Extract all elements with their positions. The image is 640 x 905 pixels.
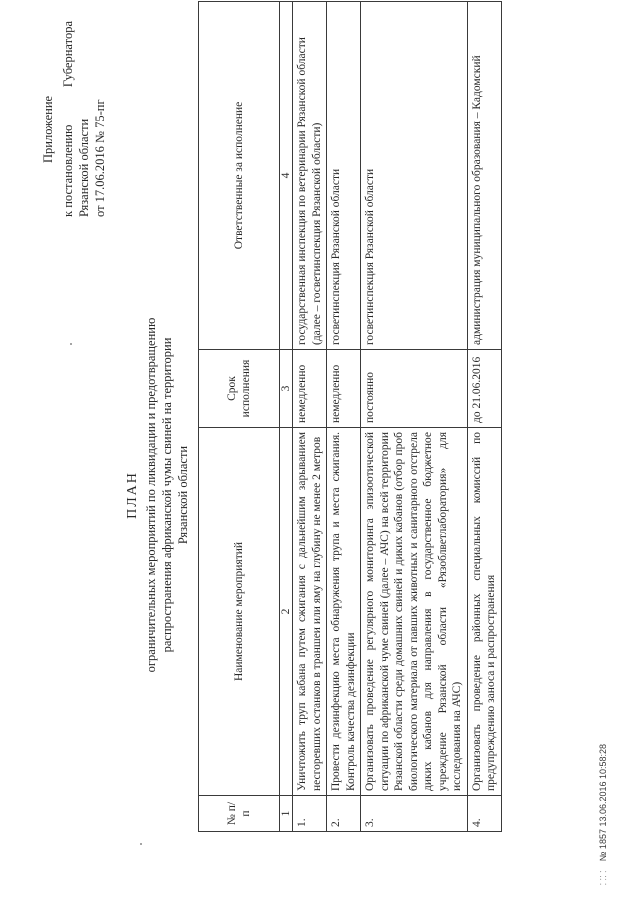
appendix-line-1-right: Губернатора bbox=[61, 21, 75, 88]
plan-subtitle-line-3: Рязанской области bbox=[176, 445, 190, 545]
stamp-mark-icon: ⸬⸬ bbox=[599, 869, 608, 885]
row-measure: Уничтожить труп кабана путем сжигания с дальнейшим зарыванием несгоревших останков в траншеи или яму на глубину не менее 2 метров bbox=[293, 428, 327, 796]
appendix-block bbox=[40, 21, 108, 217]
row-num: 2. bbox=[327, 796, 361, 832]
row-num: 4. bbox=[467, 796, 501, 832]
row-num: 1. bbox=[293, 796, 327, 832]
row-num: 3. bbox=[361, 796, 468, 832]
table-row bbox=[467, 2, 501, 832]
row-term: до 21.06.2016 bbox=[467, 350, 501, 428]
row-measure: Организовать проведение районных специальных комиссий по предупреждению заноса и распространения bbox=[467, 428, 501, 796]
table-row bbox=[361, 2, 468, 832]
registration-stamp bbox=[598, 744, 609, 885]
column-number: 1 bbox=[280, 796, 293, 832]
measures-table bbox=[198, 1, 502, 832]
row-term: немедленно bbox=[293, 350, 327, 428]
plan-title-block bbox=[125, 235, 191, 755]
row-responsible: государственная инспекция по ветеринарии Рязанской области (далее – госветинспекция Рязанской области) bbox=[293, 2, 327, 350]
row-measure: Провести дезинфекцию места обнаружения трупа и места сжигания. Контроль качества дезинфекции bbox=[327, 428, 361, 796]
row-measure: Организовать проведение регулярного мониторинга эпизоотической ситуации по африканской чуме свиней (далее – АЧС) на всей территории Рязанской области среди домашних свиней и диких кабанов (отбор проб биологического материала от павших животных и санитарного отстрела диких кабанов для направления в государственное бюджетное учреждение Рязанской области «Рязоблветлаборатория» для исследования на АЧС) bbox=[361, 428, 468, 796]
table-row bbox=[293, 2, 327, 832]
row-term: немедленно bbox=[327, 350, 361, 428]
appendix-line-3: от 17.06.2016 № 75-пг bbox=[93, 99, 107, 217]
row-responsible: администрация муниципального образования – Кадомский bbox=[467, 2, 501, 350]
plan-subtitle-line-1: ограничительных мероприятий по ликвидации и предотвращению bbox=[144, 317, 158, 673]
header-measure: Наименование мероприятий bbox=[199, 428, 280, 796]
appendix-line-1-left: к постановлению bbox=[61, 124, 75, 217]
header-num: № п/п bbox=[199, 796, 280, 832]
appendix-heading: Приложение bbox=[41, 95, 55, 163]
row-responsible: госветинспекция Рязанской области bbox=[361, 2, 468, 350]
header-term: Срок исполнения bbox=[199, 350, 280, 428]
column-number: 2 bbox=[280, 428, 293, 796]
scan-speck bbox=[140, 843, 142, 845]
header-responsible: Ответственные за исполнение bbox=[199, 2, 280, 350]
column-number: 4 bbox=[280, 2, 293, 350]
column-number: 3 bbox=[280, 350, 293, 428]
stamp-text: № 1857 13.06.2016 10:58:28 bbox=[598, 743, 608, 862]
appendix-line-1 bbox=[60, 21, 76, 217]
plan-title: ПЛАН bbox=[125, 471, 140, 519]
row-responsible: госветинспекция Рязанской области bbox=[327, 2, 361, 350]
appendix-line-2: Рязанской области bbox=[77, 118, 91, 217]
plan-subtitle-line-2: распространения африканской чумы свиней на территории bbox=[160, 337, 174, 653]
table-header-row bbox=[199, 2, 280, 832]
scan-speck bbox=[70, 343, 72, 345]
row-term: постоянно bbox=[361, 350, 468, 428]
column-number-row bbox=[280, 2, 293, 832]
table-row bbox=[327, 2, 361, 832]
